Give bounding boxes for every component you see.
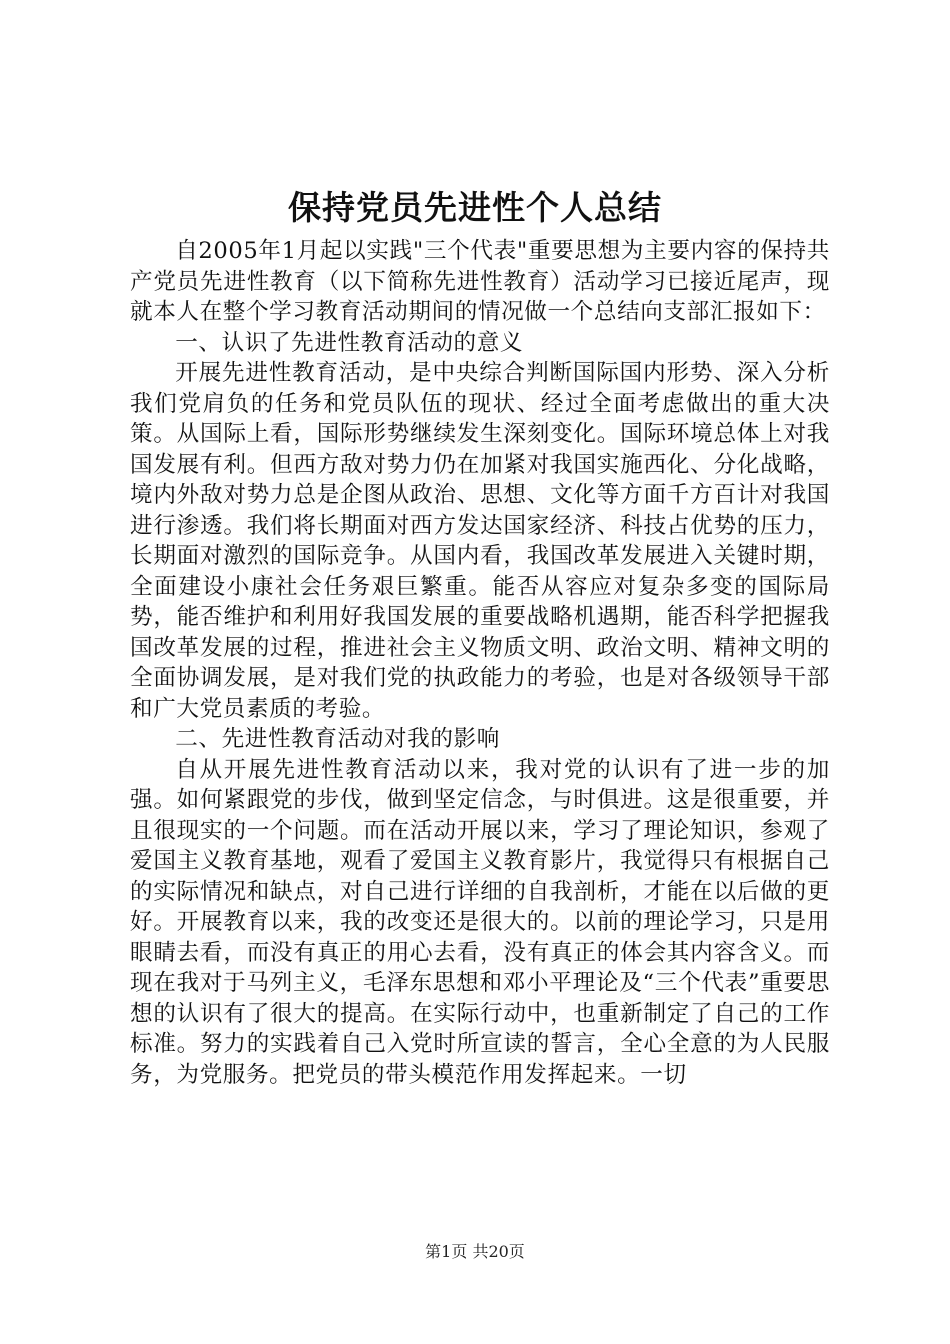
intro-paragraph: 自2005年1月起以实践"三个代表"重要思想为主要内容的保持共产党员先进性教育（以下简称先进性教育）活动学习已接近尾声，现就本人在整个学习教育活动期间的情况做一个总结向支部汇报如下： bbox=[130, 238, 830, 325]
page-number-footer: 第1页 共20页 bbox=[425, 1242, 525, 1261]
section-2-paragraph: 自从开展先进性教育活动以来，我对党的认识有了进一步的加强。如何紧跟党的步伐，做到坚定信念，与时俱进。这是很重要，并且很现实的一个问题。而在活动开展以来，学习了理论知识，参观了爱国主义教育基地，观看了爱国主义教育影片，我觉得只有根据自己的实际情况和缺点，对自己进行详细的自我剖析，才能在以后做的更好。开展教育以来，我的改变还是很大的。以前的理论学习，只是用眼睛去看，而没有真正的用心去看，没有真正的体会其内容含义。而现在我对于马列主义，毛泽东思想和邓小平理论及“三个代表”重要思想的认识有了很大的提高。在实际行动中，也重新制定了自己的工作标准。努力的实践着自己入党时所宣读的誓言，全心全意的为人民服务，为党服务。把党员的带头模范作用发挥起来。一切 bbox=[130, 756, 830, 1088]
document-title: 保持党员先进性个人总结 bbox=[288, 188, 662, 227]
section-heading-2: 二、先进性教育活动对我的影响 bbox=[175, 726, 500, 752]
section-heading-1: 一、认识了先进性教育活动的意义 bbox=[175, 329, 524, 356]
section-1-paragraph: 开展先进性教育活动，是中央综合判断国际国内形势、深入分析我们党肩负的任务和党员队伍的现状、经过全面考虑做出的重大决策。从国际上看，国际形势继续发生深刻变化。国际环境总体上对我国发展有利。但西方敌对势力仍在加紧对我国实施西化、分化战略，境内外敌对势力总是企图从政治、思想、文化等方面千方百计对我国进行渗透。我们将长期面对西方发达国家经济、科技占优势的压力，长期面对激烈的国际竞争。从国内看，我国改革发展进入关键时期，全面建设小康社会任务艰巨繁重。能否从容应对复杂多变的国际局势，能否维护和利用好我国发展的重要战略机遇期，能否科学把握我国改革发展的过程，推进社会主义物质文明、政治文明、精神文明的全面协调发展，是对我们党的执政能力的考验，也是对各级领导干部和广大党员素质的考验。 bbox=[130, 360, 830, 722]
document-body bbox=[130, 236, 830, 1090]
